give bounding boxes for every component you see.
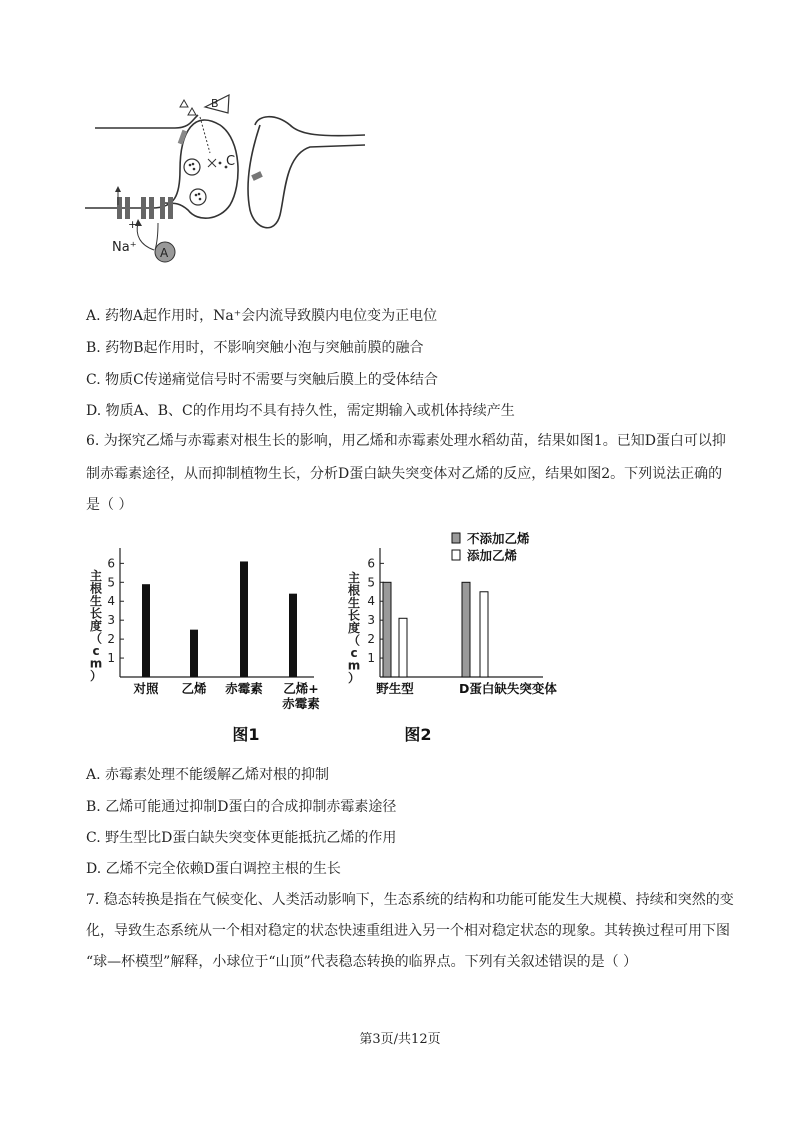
fig2-y-tick-label: 4 [367,594,375,609]
fig2-y-tick-label: 5 [367,575,375,590]
fig1-y-tick-label: 4 [107,594,115,609]
figure-1-chart [88,540,338,750]
fig1-category-label: 赤霉素 [282,696,320,711]
fig2-y-tick-label: 3 [367,613,375,628]
fig2-category-label: 野生型 [376,681,414,696]
fig2-bar-no-ethylene [462,582,470,677]
fig2-y-tick-label: 1 [367,651,375,666]
q6-stem-line3: 是（ ） [86,497,133,513]
q6-stem-line1: 6. 为探究乙烯与赤霉素对根生长的影响，用乙烯和赤霉素处理水稻幼苗，结果如图1。已知D蛋白可以抑 [86,433,726,449]
q6-option-c: C. 野生型比D蛋白缺失突变体更能抵抗乙烯的作用 [86,830,397,846]
q7-line2: 化，导致生态系统从一个相对稳定的状态快速重组进入另一个相对稳定状态的现象。其转换过程可用下图 [86,923,730,939]
drug-a-label: A [160,246,169,260]
fig2-category-label: D蛋白缺失突变体 [459,681,557,696]
fig1-y-tick-label: 2 [107,632,115,647]
fig1-bar [289,594,297,677]
fig1-y-axis-label: 主根生长度（ c m ） [89,569,103,683]
q6-option-b: B. 乙烯可能通过抑制D蛋白的合成抑制赤霉素途径 [86,799,397,815]
fig1-category-label: 乙烯+ [283,681,319,696]
fig1-bar [240,561,248,677]
fig1-y-tick-label: 5 [107,575,115,590]
fig2-bar-ethylene [480,592,488,677]
q6-option-d: D. 乙烯不完全依赖D蛋白调控主根的生长 [86,861,341,877]
q5-option-c: C. 物质C传递痛觉信号时不需要与突触后膜上的受体结合 [86,372,438,388]
fig1-bar [190,630,198,677]
fig2-legend-label: 添加乙烯 [467,548,518,563]
fig1-y-tick-label: 1 [107,651,115,666]
fig2-y-tick-label: 6 [367,556,375,571]
drug-b-label: B [211,97,219,110]
fig1-category-label: 对照 [133,681,159,696]
fig1-title: 图1 [232,725,260,744]
fig2-y-axis-label: 主根生长度（ c m ） [347,571,361,685]
fig2-title: 图2 [404,725,432,744]
na-ion-label: Na⁺ [112,240,137,255]
q7-line3: “球—杯模型”解释，小球位于“山顶”代表稳态转换的临界点。下列有关叙述错误的是（ ） [86,954,638,970]
fig2-legend-swatch [452,550,460,560]
synapse-diagram [80,85,370,270]
q7-line1: 7. 稳态转换是指在气候变化、人类活动影响下，生态系统的结构和功能可能发生大规模、持续和突然的变 [86,892,734,908]
q5-option-b: B. 药物B起作用时，不影响突触小泡与突触前膜的融合 [86,340,424,356]
fig1-bar [142,584,150,677]
fig2-y-tick-label: 2 [367,632,375,647]
q6-option-a: A. 赤霉素处理不能缓解乙烯对根的抑制 [86,767,330,783]
fig2-legend-swatch [452,533,460,543]
substance-c-label: C [226,154,236,169]
q6-stem-line2: 制赤霉素途径，从而抑制植物生长，分析D蛋白缺失突变体对乙烯的反应，结果如图2。下列说法正确的 [86,466,723,482]
fig2-bar-no-ethylene [383,582,391,677]
figure-2-chart [338,526,558,750]
page-footer: 第3页/共12页 [359,1032,441,1047]
plus-label: + [128,218,138,231]
fig1-category-label: 乙烯 [181,681,207,696]
q5-option-d: D. 物质A、B、C的作用均不具有持久性，需定期输入或机体持续产生 [86,403,515,419]
fig1-y-tick-label: 3 [107,613,115,628]
fig2-legend-label: 不添加乙烯 [467,531,530,546]
fig1-category-label: 赤霉素 [225,681,263,696]
fig2-bar-ethylene [399,618,407,677]
fig1-y-tick-label: 6 [107,556,115,571]
q5-option-a: A. 药物A起作用时，Na⁺会内流导致膜内电位变为正电位 [86,308,438,324]
